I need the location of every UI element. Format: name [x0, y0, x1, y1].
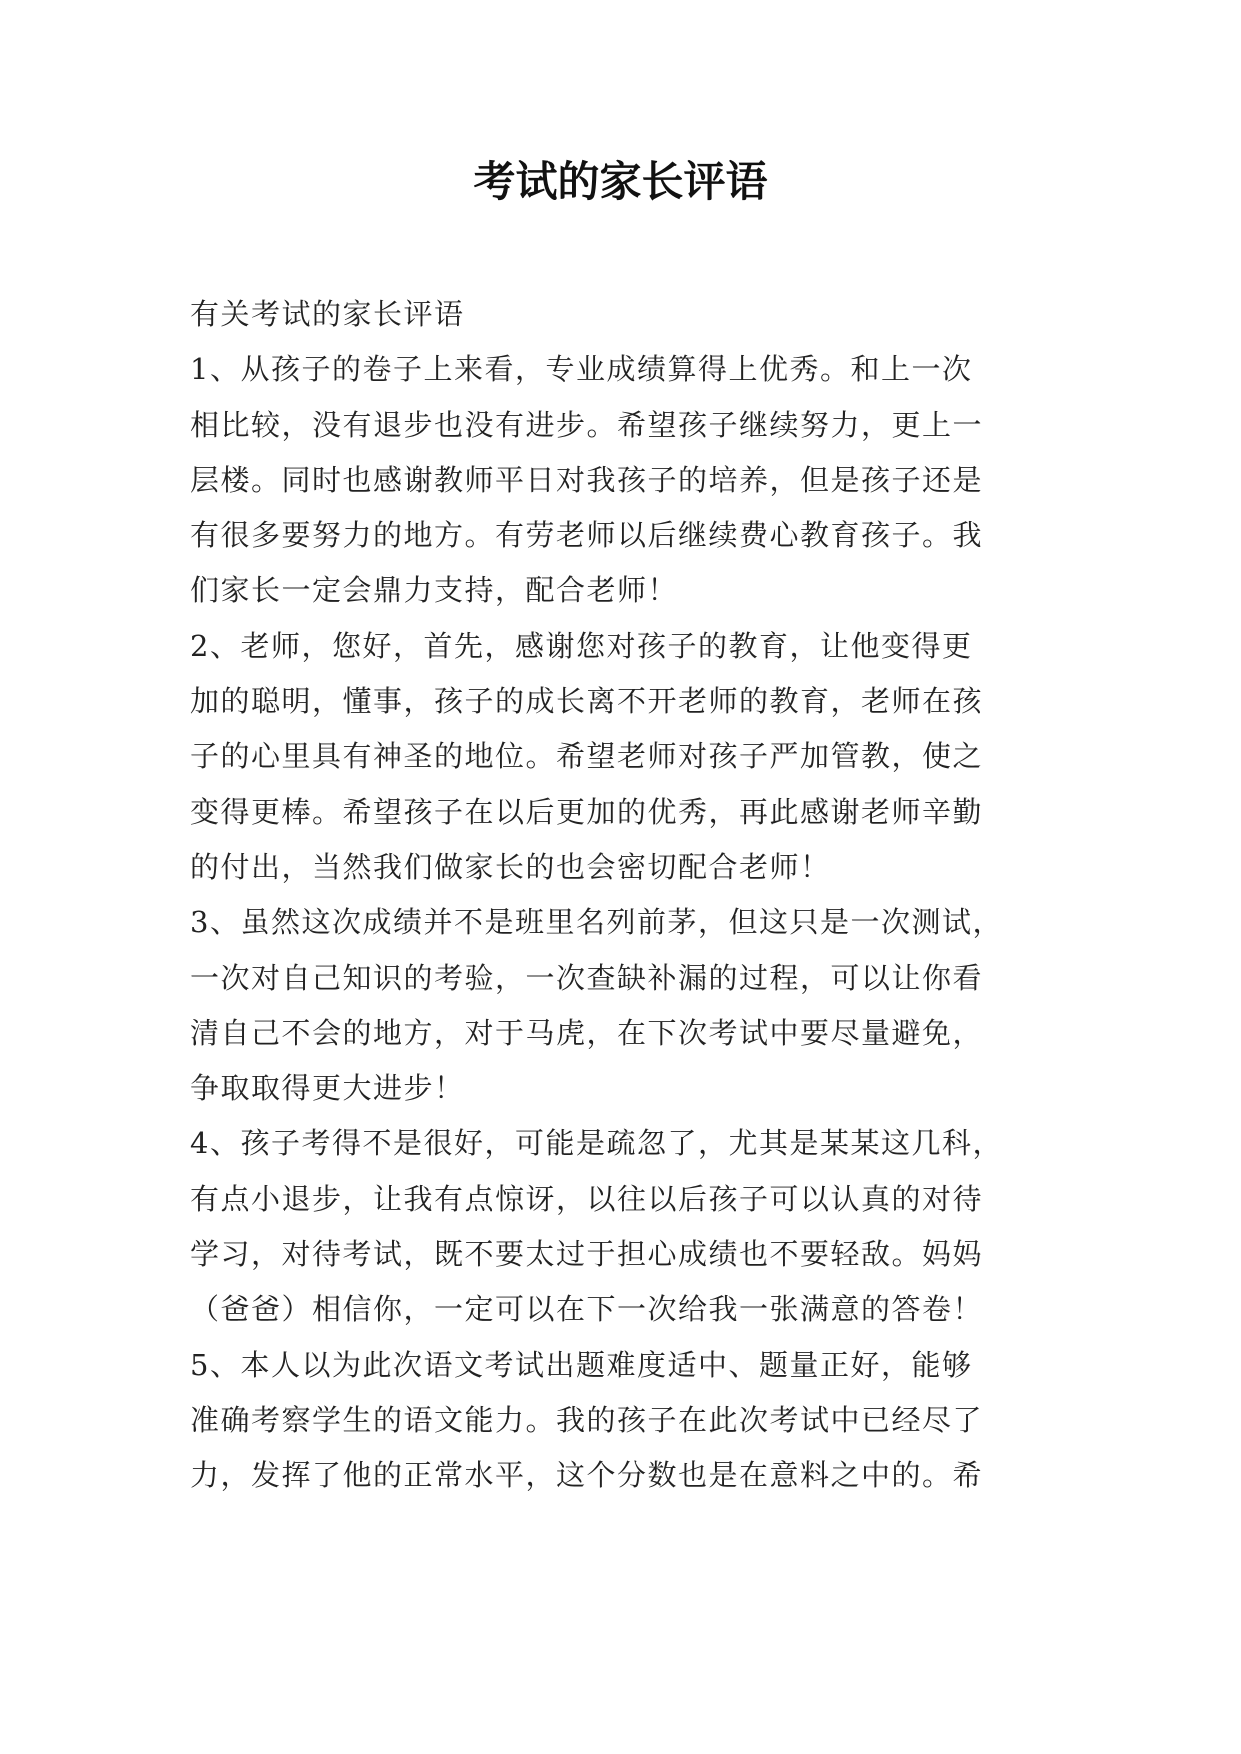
text-line: 准确考察学生的语文能力。我的孩子在此次考试中已经尽了: [190, 1402, 984, 1437]
subtitle-line: 有关考试的家长评语: [190, 297, 465, 331]
text-line: 3、虽然这次成绩并不是班里名列前茅，但这只是一次测试，: [190, 905, 1003, 940]
text-line: 1、从孩子的卷子上来看，专业成绩算得上优秀。和上一次: [190, 352, 973, 387]
text-line: 一次对自己知识的考验，一次查缺补漏的过程，可以让你看: [190, 960, 984, 995]
document-body: [190, 287, 1052, 1504]
text-line: 们家长一定会鼎力支持，配合老师！: [190, 573, 679, 608]
text-line: 5、本人以为此次语文考试出题难度适中、题量正好，能够: [190, 1347, 973, 1382]
text-line: 相比较，没有退步也没有进步。希望孩子继续努力，更上一: [190, 407, 984, 442]
text-line: 有点小退步，让我有点惊讶，以往以后孩子可以认真的对待: [190, 1181, 984, 1216]
text-line: 层楼。同时也感谢教师平日对我孩子的培养，但是孩子还是: [190, 462, 984, 497]
text-line: 清自己不会的地方，对于马虎，在下次考试中要尽量避免，: [190, 1015, 984, 1050]
text-line: 加的聪明，懂事，孩子的成长离不开老师的教育，老师在孩: [190, 684, 984, 719]
text-line: 力，发挥了他的正常水平，这个分数也是在意料之中的。希: [190, 1458, 984, 1493]
text-line: （爸爸）相信你，一定可以在下一次给我一张满意的答卷！: [190, 1292, 984, 1327]
text-line: 有很多要努力的地方。有劳老师以后继续费心教育孩子。我: [190, 518, 984, 553]
text-line: 子的心里具有神圣的地位。希望老师对孩子严加管教，使之: [190, 739, 984, 774]
text-line: 4、孩子考得不是很好，可能是疏忽了，尤其是某某这几科，: [190, 1126, 1003, 1161]
text-line: 学习，对待考试，既不要太过于担心成绩也不要轻敌。妈妈: [190, 1237, 984, 1272]
text-line: 的付出，当然我们做家长的也会密切配合老师！: [190, 849, 831, 884]
text-line: 变得更棒。希望孩子在以后更加的优秀，再此感谢老师辛勤: [190, 794, 984, 829]
document-title: 考试的家长评语: [473, 157, 768, 206]
text-line: 2、老师，您好，首先，感谢您对孩子的教育，让他变得更: [190, 628, 973, 663]
text-line: 争取取得更大进步！: [190, 1071, 465, 1106]
